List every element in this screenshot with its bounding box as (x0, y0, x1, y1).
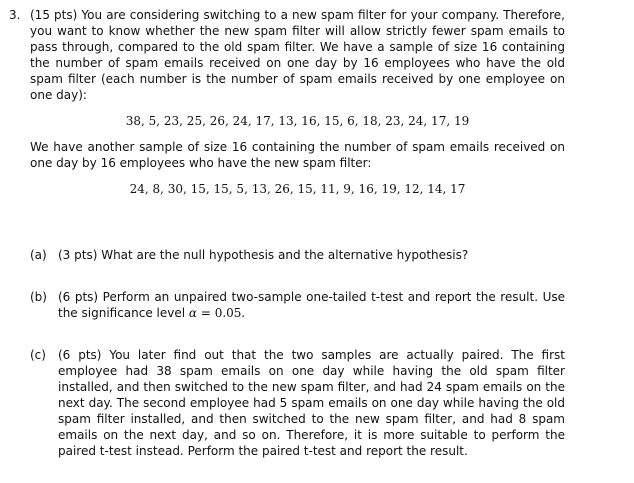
part-b-text (58, 289, 565, 321)
part-a-label: (a) (30, 248, 47, 262)
part-a-text: (3 pts) What are the null hypothesis and the alternative hypothesis? (58, 248, 469, 262)
old-filter-sample: 38, 5, 23, 25, 26, 24, 17, 13, 16, 15, 6, 18, 23, 24, 17, 19 (125, 114, 470, 128)
part-c-text: (6 pts) You later find out that the two samples are actually paired. The first employee had 38 spam emails on one day while having the old spam filter installed, and then switched to the new spam filter, and had 24 spam emails on the next day. The second employee had 5 spam emails on one day while having the old spam filter installed, and then switched to the new spam filter, and had 8 spam emails on the next day, and so on. Therefore, it is more suitable to perform the paired t-test instead. Perform the paired t-test and report the result. (58, 348, 565, 458)
alpha-symbol: α (188, 306, 198, 320)
part-a (30, 247, 565, 263)
problem-intro: (15 pts) You are considering switching to a new spam filter for your company. Therefore, you want to know whether the new spam filter will allow strictly fewer spam emails to pass through, compared to the old spam filter. We have a sample of size 16 containing the number of spam emails received on one day by 16 employees who have the old spam filter (each number is the number of spam emails received by one employee on one day): (30, 8, 565, 102)
part-c (30, 347, 565, 459)
part-c-label: (c) (30, 348, 46, 362)
part-b (30, 289, 565, 321)
alpha-value: = 0.05. (197, 306, 246, 320)
problem-3 (9, 7, 565, 459)
new-filter-sample: 24, 8, 30, 15, 15, 5, 13, 26, 15, 11, 9, 16, 19, 12, 14, 17 (129, 182, 466, 196)
problem-number: 3. (9, 8, 21, 22)
part-b-text-main: (6 pts) Perform an unpaired two-sample one-tailed t-test and report the result. Use the significance level (58, 290, 565, 320)
part-b-label: (b) (30, 290, 47, 304)
second-sample-intro: We have another sample of size 16 containing the number of spam emails received on one day by 16 employees who have the new spam filter: (30, 140, 565, 170)
